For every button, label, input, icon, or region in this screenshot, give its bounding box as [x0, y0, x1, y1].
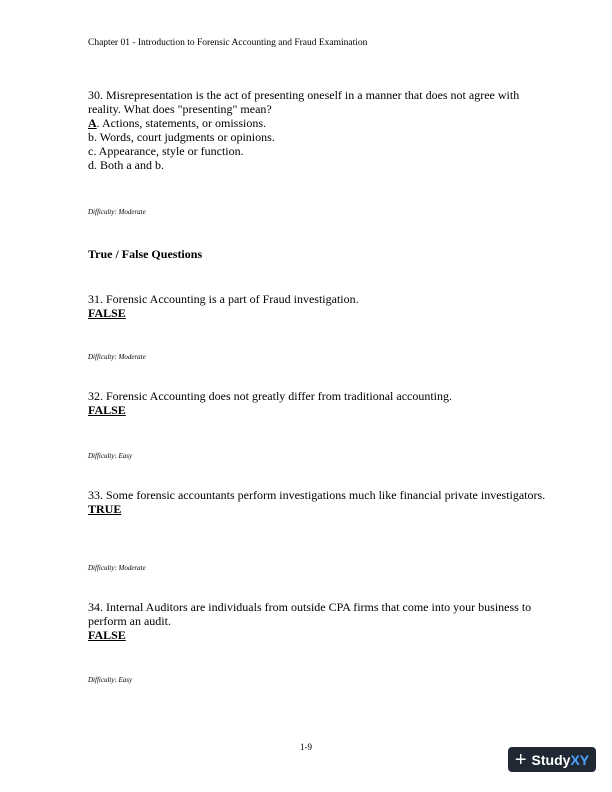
- answer: FALSE: [88, 403, 126, 417]
- page-number: 1-9: [300, 742, 312, 752]
- page-header: Chapter 01 - Introduction to Forensic Accounting and Fraud Examination: [88, 38, 368, 48]
- difficulty-label: Difficulty: Moderate: [88, 564, 146, 572]
- difficulty-label: Difficulty: Moderate: [88, 353, 146, 361]
- brand-xy: XY: [570, 751, 590, 768]
- plus-icon: +: [514, 748, 527, 771]
- question-33: [88, 488, 548, 516]
- option-a-text: . Actions, statements, or omissions.: [96, 116, 267, 130]
- answer: TRUE: [88, 502, 122, 516]
- question-text: 30. Misrepresentation is the act of presenting oneself in a manner that does not agree with reality. What does "presenting" mean?: [88, 88, 520, 116]
- answer: FALSE: [88, 628, 126, 642]
- section-title: True / False Questions: [88, 247, 203, 261]
- question-text: 31. Forensic Accounting is a part of Fraud investigation.: [88, 292, 359, 306]
- option-d: d. Both a and b.: [88, 158, 164, 172]
- question-32: [88, 389, 548, 417]
- question-31: [88, 292, 548, 320]
- question-34: [88, 600, 548, 642]
- studyxy-badge[interactable]: [508, 747, 596, 772]
- question-text: 32. Forensic Accounting does not greatly differ from traditional accounting.: [88, 389, 453, 403]
- answer: FALSE: [88, 306, 126, 320]
- difficulty-label: Difficulty: Moderate: [88, 208, 146, 216]
- question-text: 33. Some forensic accountants perform investigations much like financial private investigators.: [88, 488, 546, 502]
- option-c: c. Appearance, style or function.: [88, 144, 244, 158]
- question-text: 34. Internal Auditors are individuals from outside CPA firms that come into your business to perform an audit.: [88, 600, 532, 628]
- difficulty-label: Difficulty: Easy: [88, 676, 133, 684]
- option-b: b. Words, court judgments or opinions.: [88, 130, 275, 144]
- option-a-letter: A: [88, 116, 97, 130]
- brand-study: Study: [531, 751, 571, 768]
- question-30: [88, 88, 548, 172]
- option-a: [88, 116, 548, 130]
- difficulty-label: Difficulty: Easy: [88, 452, 133, 460]
